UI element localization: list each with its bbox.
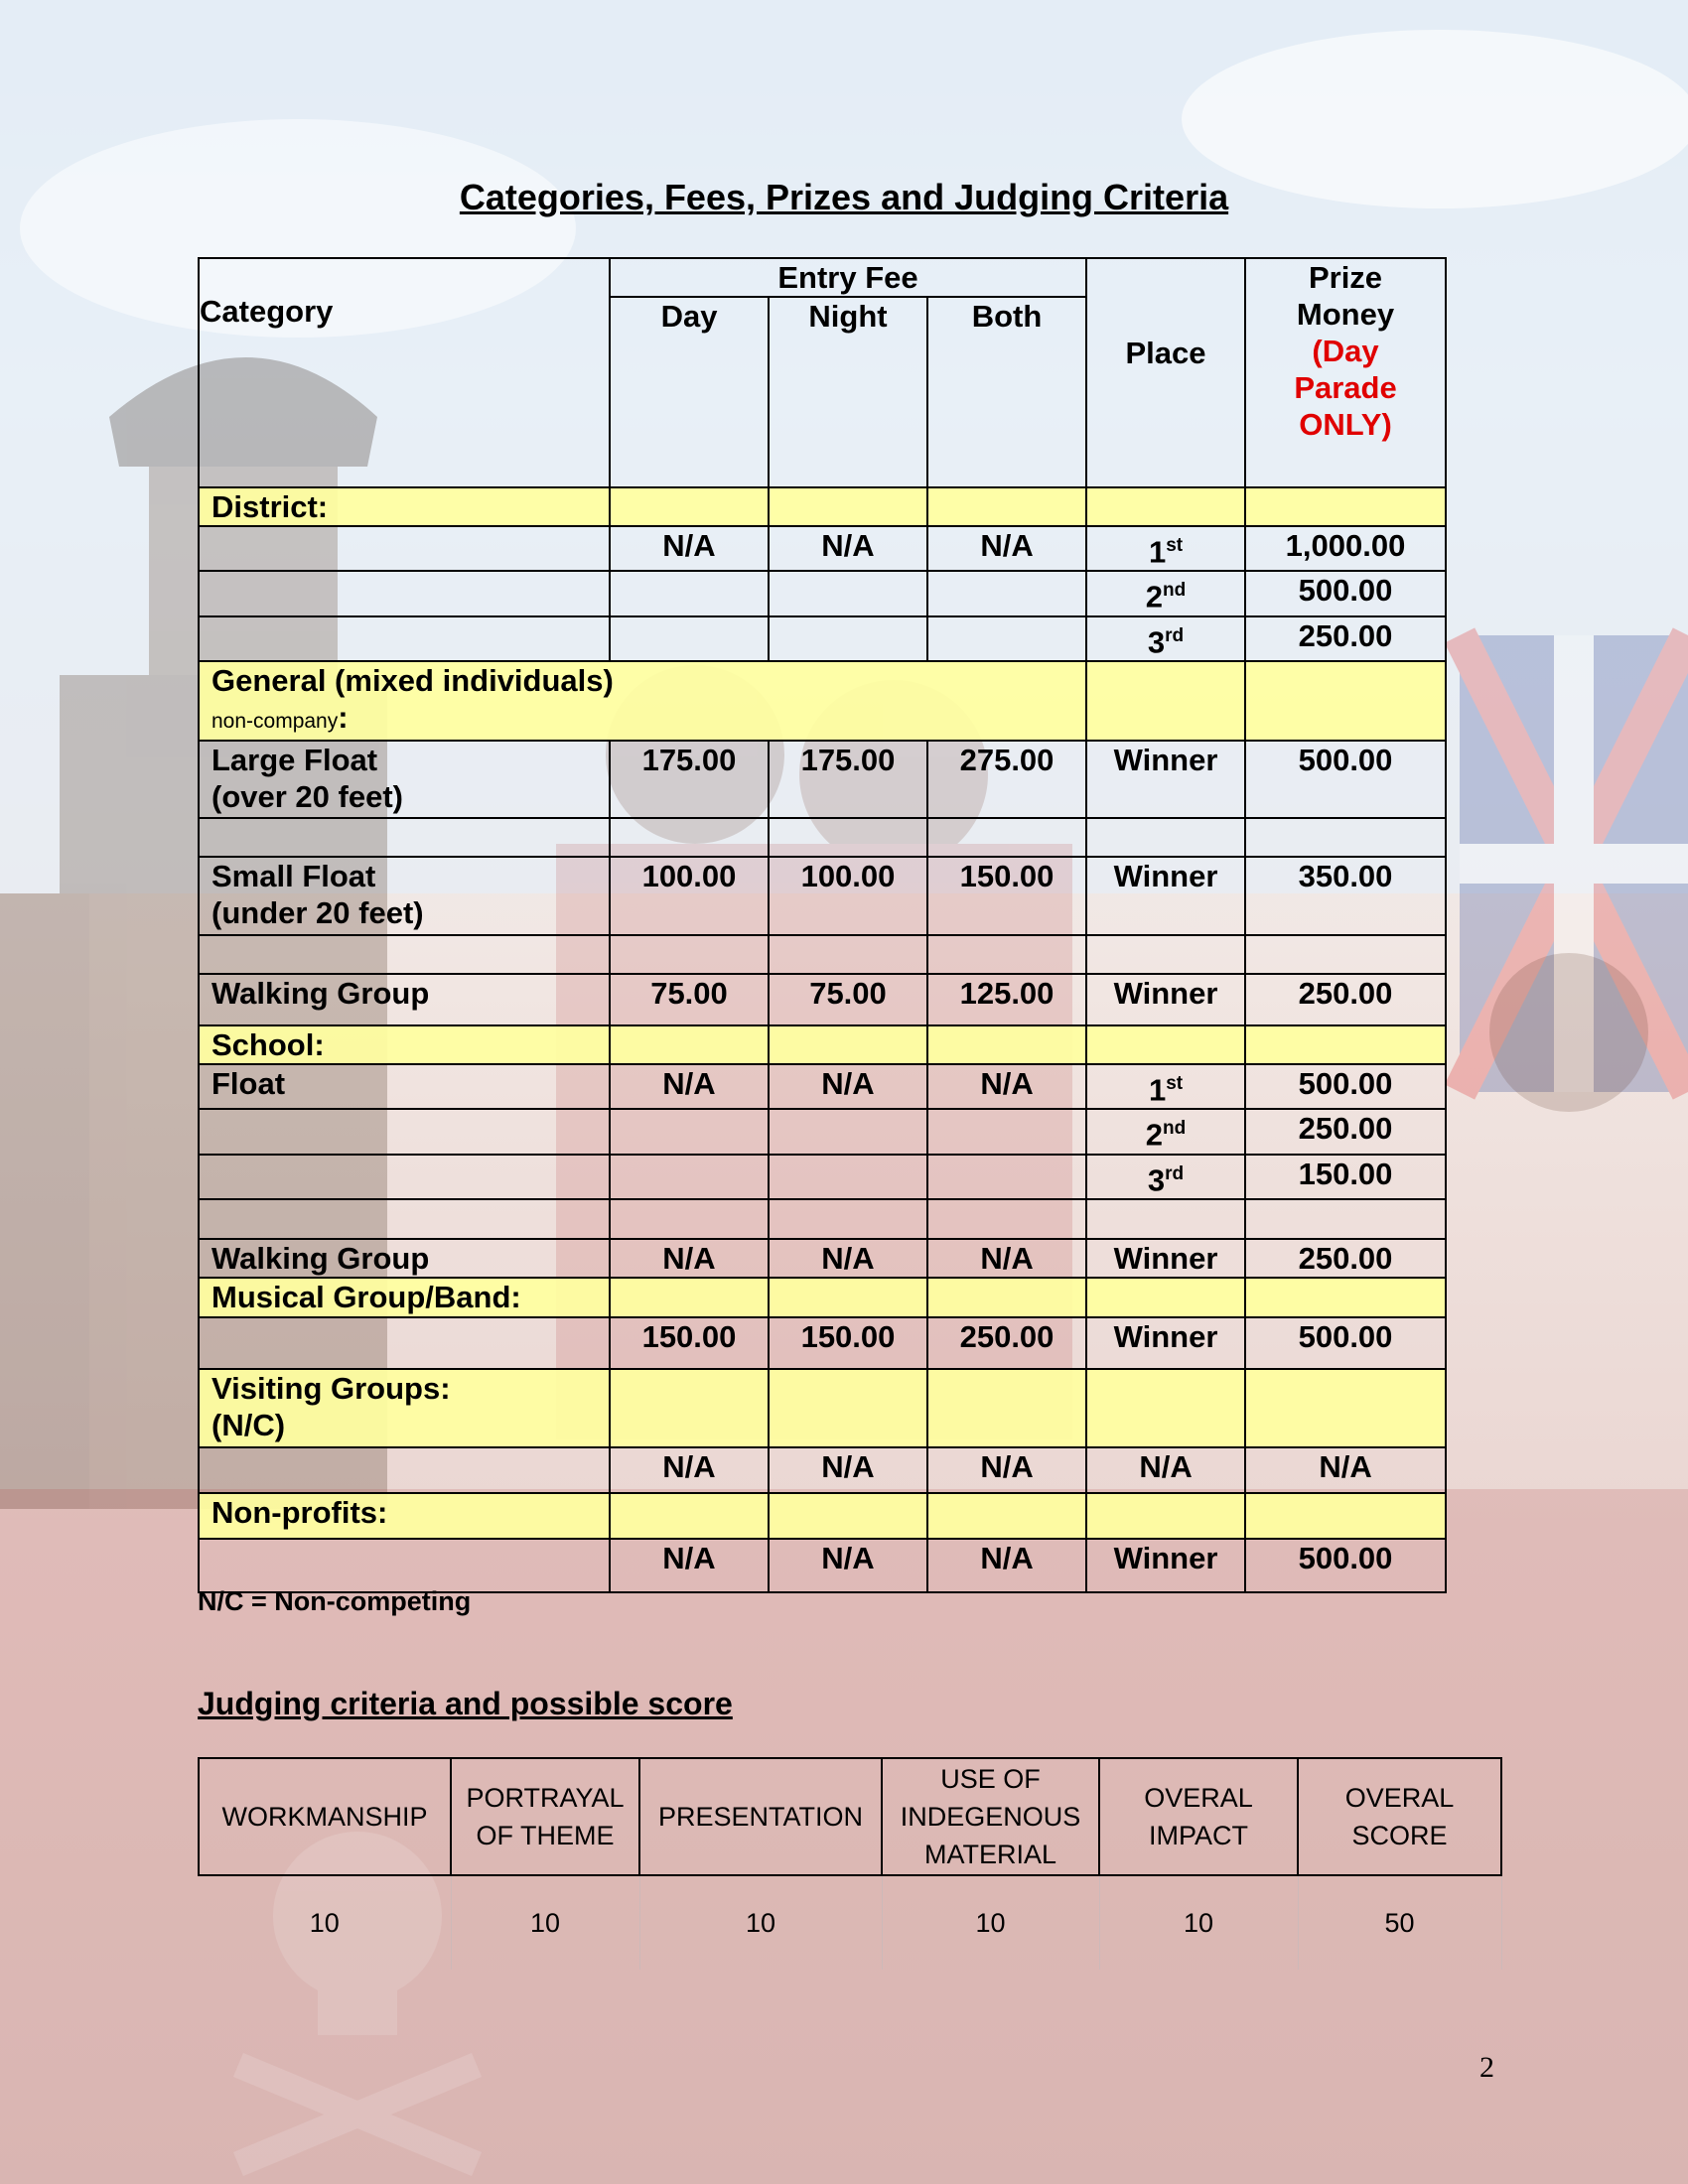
categories-table	[198, 257, 1447, 1593]
criterion-score: 10	[1099, 1875, 1298, 1970]
criterion-score: 10	[882, 1875, 1099, 1970]
table-row: Small Float (under 20 feet) 100.00 100.00 150.00 Winner 350.00	[199, 857, 1446, 935]
criterion-header: PORTRAYAL OF THEME	[451, 1758, 639, 1875]
table-row: Float N/A N/A N/A 1st 500.00	[199, 1064, 1446, 1109]
criterion-header: USE OF INDEGENOUS MATERIAL	[882, 1758, 1099, 1875]
table-row: 3rd 150.00	[199, 1155, 1446, 1199]
header-both: Both	[927, 297, 1086, 487]
prize-note: (Day	[1312, 334, 1379, 368]
table-row: Walking Group N/A N/A N/A Winner 250.00	[199, 1239, 1446, 1278]
header-place: Place	[1086, 258, 1245, 487]
header-day: Day	[610, 297, 769, 487]
header-entry-fee: Entry Fee	[610, 258, 1086, 297]
legend-note: N/C = Non-competing	[198, 1586, 472, 1616]
section-label: District:	[199, 487, 610, 526]
section-nonprofits	[199, 1493, 1446, 1539]
section-school	[199, 1025, 1446, 1064]
page-title: Categories, Fees, Prizes and Judging Criteria	[459, 177, 1229, 217]
table-row: 3rd 250.00	[199, 616, 1446, 661]
section-label: Visiting Groups: (N/C)	[199, 1369, 610, 1447]
section-label: Non-profits:	[199, 1493, 610, 1539]
page-number: 2	[1479, 2051, 1494, 2084]
table-row: N/A N/A N/A 1st 1,000.00	[199, 526, 1446, 571]
section-musical	[199, 1278, 1446, 1317]
section-label: General (mixed individuals) non-company:	[199, 661, 1086, 741]
section-general	[199, 661, 1446, 741]
table-row: 2nd 500.00	[199, 571, 1446, 615]
section-visiting	[199, 1369, 1446, 1447]
section-label: School:	[199, 1025, 610, 1064]
criterion-score: 50	[1298, 1875, 1501, 1970]
header-category: Category	[199, 258, 610, 487]
criterion-header: PRESENTATION	[639, 1758, 882, 1875]
table-row: N/A N/A N/A N/A N/A	[199, 1447, 1446, 1493]
table-row: 150.00 150.00 250.00 Winner 500.00	[199, 1317, 1446, 1369]
table-row: 2nd 250.00	[199, 1109, 1446, 1154]
criterion-header: OVERAL SCORE	[1298, 1758, 1501, 1875]
criterion-header: WORKMANSHIP	[199, 1758, 451, 1875]
criterion-score: 10	[639, 1875, 882, 1970]
section-district	[199, 487, 1446, 526]
table-row: N/A N/A N/A Winner 500.00	[199, 1539, 1446, 1592]
criterion-score: 10	[451, 1875, 639, 1970]
judging-title: Judging criteria and possible score	[198, 1686, 733, 1721]
table-row: Large Float (over 20 feet) 175.00 175.00 275.00 Winner 500.00	[199, 741, 1446, 818]
criterion-score: 10	[199, 1875, 451, 1970]
judging-criteria-table	[198, 1757, 1502, 1970]
table-row: Walking Group 75.00 75.00 125.00 Winner 250.00	[199, 974, 1446, 1025]
header-night: Night	[769, 297, 927, 487]
section-label: Musical Group/Band:	[199, 1278, 610, 1317]
header-prize-money: Prize Money (Day Parade ONLY)	[1245, 258, 1446, 487]
criterion-header: OVERAL IMPACT	[1099, 1758, 1298, 1875]
